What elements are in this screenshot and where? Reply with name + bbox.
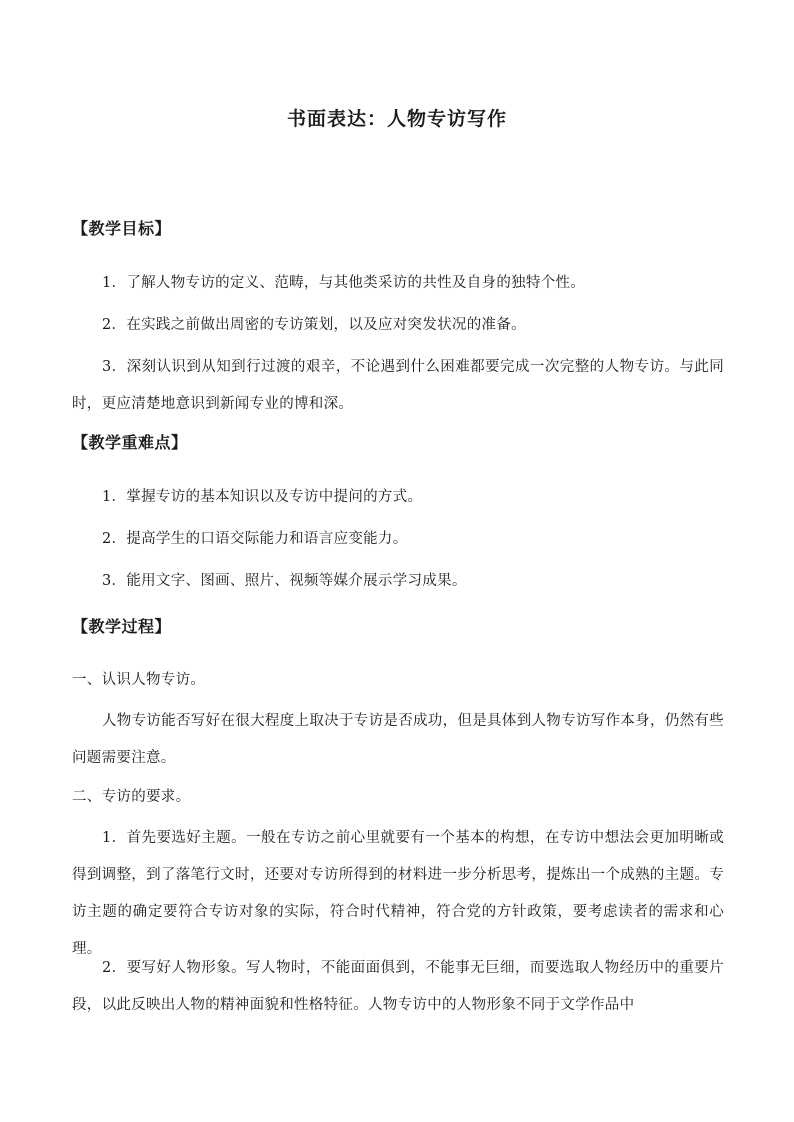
section-1-title: 一、认识人物专访。	[72, 672, 206, 688]
key-points-heading: 【教学重难点】	[72, 433, 188, 452]
requirement-1: 1．首先要选好主题。一般在专访之前心里就要有一个基本的构想，在专访中想法会更加明晰或得到调整，到了落笔行文时，还要对专访所得到的材料进一步分析思考，提炼出一个成熟的主题。专访主题的确定要符合专访对象的实际，符合时代精神，符合党的方针政策，要考虑读者的需求和心理。	[72, 830, 724, 957]
objective-item-1: 1．了解人物专访的定义、范畴，与其他类采访的共性及自身的独特个性。	[102, 275, 586, 291]
key-point-item-1: 1．掌握专访的基本知识以及专访中提问的方式。	[102, 489, 423, 505]
objective-item-3: 3．深刻认识到从知到行过渡的艰辛，不论遇到什么困难都要完成一次完整的人物专访。与此同时，更应清楚地意识到新闻专业的博和深。	[72, 359, 724, 412]
objective-item-2: 2．在实践之前做出周密的专访策划，以及应对突发状况的准备。	[102, 317, 526, 333]
process-heading: 【教学过程】	[72, 617, 172, 636]
key-point-item-3: 3．能用文字、图画、照片、视频等媒介展示学习成果。	[102, 573, 467, 589]
requirement-2: 2．要写好人物形象。写人物时，不能面面俱到，不能事无巨细，而要选取人物经历中的重要片段，以此反映出人物的精神面貌和性格特征。人物专访中的人物形象不同于文学作品中	[72, 960, 724, 1013]
document-title: 书面表达：人物专访写作	[286, 108, 507, 130]
section-1-body: 人物专访能否写好在很大程度上取决于专访是否成功，但是具体到人物专访写作本身，仍然有些问题需要注意。	[72, 713, 724, 766]
key-point-item-2: 2．提高学生的口语交际能力和语言应变能力。	[102, 531, 408, 547]
objectives-heading: 【教学目标】	[72, 219, 172, 238]
section-2-title: 二、专访的要求。	[72, 789, 191, 805]
